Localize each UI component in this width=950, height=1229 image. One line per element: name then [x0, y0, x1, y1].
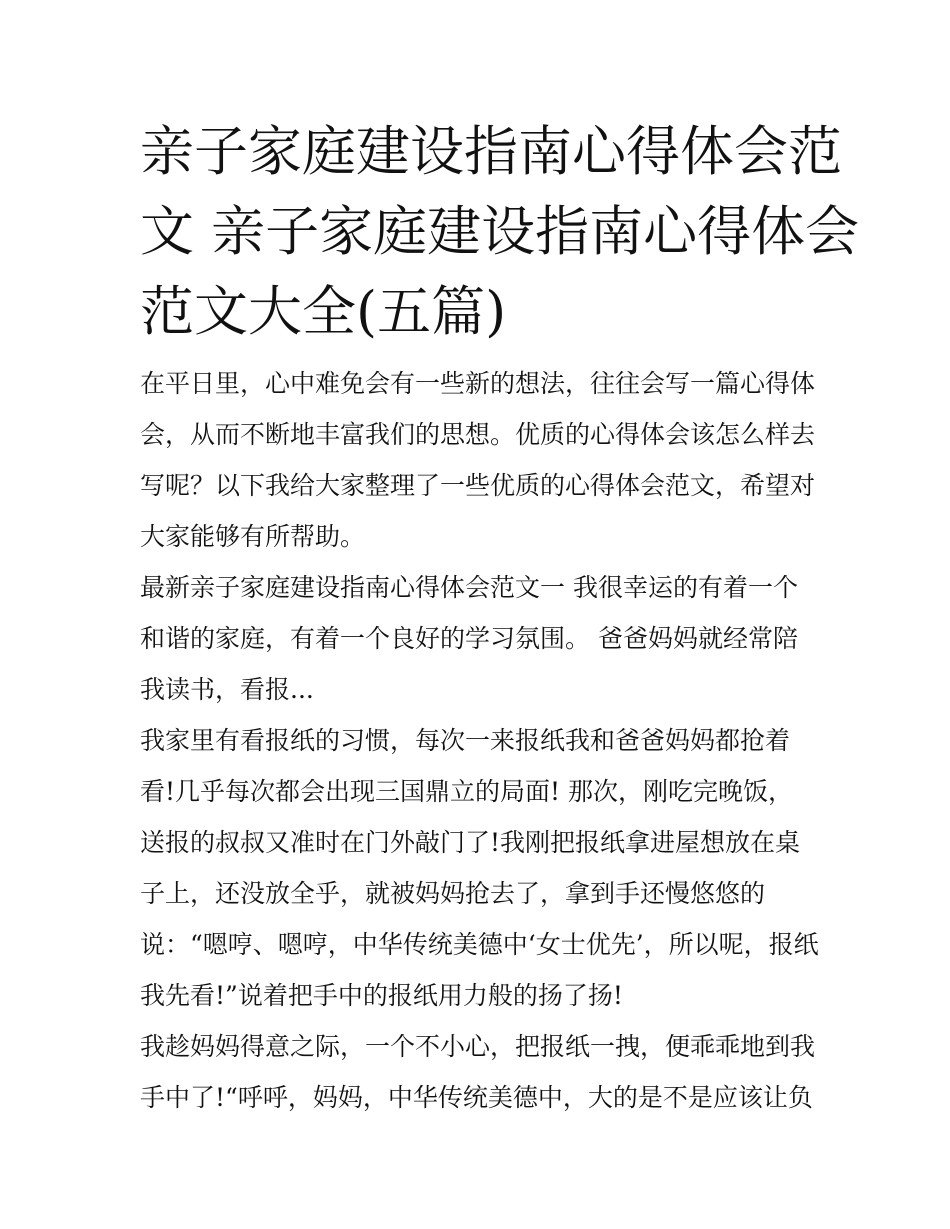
story-paragraph: [140, 715, 830, 1021]
text-line: 送报的叔叔又准时在门外敲门了!我刚把报纸拿进屋想放在桌: [140, 828, 801, 857]
text-line: 看!几乎每次都会出现三国鼎立的局面! 那次，刚吃完晚饭，: [140, 777, 794, 806]
document-body: [140, 358, 830, 1123]
title-line: 范文大全(五篇): [140, 280, 507, 343]
title-line: 亲子家庭建设指南心得体会范: [140, 120, 842, 183]
text-line: 写呢？以下我给大家整理了一些优质的心得体会范文，希望对: [140, 471, 816, 500]
text-line: 我读书，看报...: [140, 675, 314, 704]
title-line: 文 亲子家庭建设指南心得体会: [140, 200, 860, 263]
text-line: 会，从而不断地丰富我们的思想。优质的心得体会该怎么样去: [140, 420, 816, 449]
text-line: 我先看!”说着把手中的报纸用力般的扬了扬!: [140, 981, 623, 1010]
story-paragraph: [140, 1021, 830, 1123]
text-line: 子上，还没放全乎，就被妈妈抢去了，拿到手还慢悠悠的: [140, 879, 766, 908]
text-line: 手中了!“呼呼，妈妈，中华传统美德中，大的是不是应该让负: [140, 1083, 813, 1112]
text-line: 在平日里，心中难免会有一些新的想法，往往会写一篇心得体: [140, 369, 816, 398]
text-line: 说：“嗯哼、嗯哼，中华传统美德中‘女士优先’，所以呢，报纸: [140, 930, 819, 959]
document-title: [140, 112, 860, 352]
intro-paragraph: [140, 358, 830, 562]
text-line: 大家能够有所帮助。: [140, 522, 366, 551]
text-line: 我家里有看报纸的习惯，每次一来报纸我和爸爸妈妈都抢着: [140, 726, 791, 755]
essay-heading-paragraph: [140, 562, 830, 715]
text-line: 和谐的家庭，有着一个良好的学习氛围。 爸爸妈妈就经常陪: [140, 624, 798, 653]
text-line: 最新亲子家庭建设指南心得体会范文一 我很幸运的有着一个: [140, 573, 798, 602]
text-line: 我趁妈妈得意之际，一个不小心，把报纸一拽，便乖乖地到我: [140, 1032, 816, 1061]
